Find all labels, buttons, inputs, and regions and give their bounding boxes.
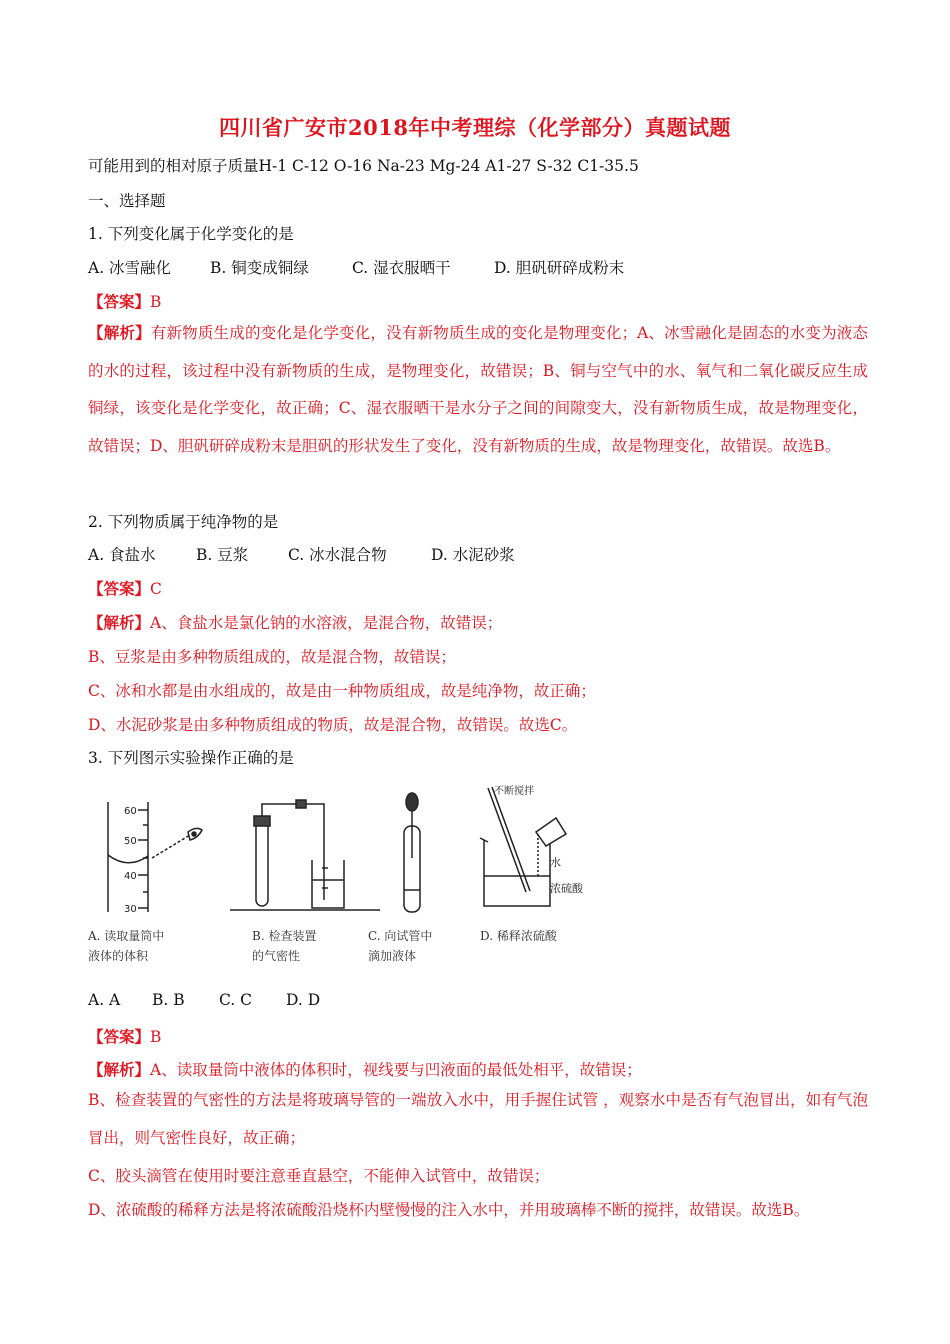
label-acid: 浓硫酸 xyxy=(550,882,583,895)
answer-value: B xyxy=(150,1028,162,1046)
caption-b: B. 检查装置 的气密性 xyxy=(252,929,317,963)
question-2-analysis-line-3: C、冰和水都是由水组成的，故是由一种物质组成，故是纯净物，故正确； xyxy=(88,682,596,700)
question-3-analysis-line-4: D、浓硫酸的稀释方法是将浓硫酸沿烧杯内壁慢慢的注入水中，并用玻璃棒不断的搅拌，故错误。故选B。 xyxy=(88,1201,810,1219)
atomic-masses: 可能用到的相对原子质量H-1 C-12 O-16 Na-23 Mg-24 A1-27 S-32 C1-35.5 xyxy=(88,157,639,175)
question-2-answer xyxy=(88,577,878,599)
airtightness-apparatus xyxy=(230,800,380,910)
lab-operations-figure xyxy=(80,780,600,970)
question-3-options xyxy=(88,991,878,1009)
graduated-cylinder xyxy=(108,802,202,912)
dropper-apparatus xyxy=(404,793,420,912)
tick-label-40: 40 xyxy=(124,871,137,882)
caption-c: C. 向试管中 滴加液体 xyxy=(368,929,433,963)
option-c: C. 冰水混合物 xyxy=(288,546,387,564)
analysis-label: 【解析】 xyxy=(88,1060,151,1079)
page-title: 四川省广安市2018年中考理综（化学部分）真题试题 xyxy=(219,115,731,140)
question-2-analysis-line-4: D、水泥砂浆是由多种物质组成的物质，故是混合物，故错误。故选C。 xyxy=(88,716,578,734)
option-b: B. B xyxy=(152,991,185,1009)
tick-label-60: 60 xyxy=(124,806,137,817)
question-3-stem: 3. 下列图示实验操作正确的是 xyxy=(88,749,294,767)
question-1-answer xyxy=(88,290,878,312)
question-2-analysis-line-2: B、豆浆是由多种物质组成的，故是混合物，故错误； xyxy=(88,648,456,666)
tick-label-50: 50 xyxy=(124,836,137,847)
option-a: A. 食盐水 xyxy=(88,546,156,564)
answer-value: C xyxy=(150,580,162,598)
caption-d: D. 稀释浓硫酸 xyxy=(480,929,557,943)
option-b: B. 铜变成铜绿 xyxy=(210,259,309,277)
question-1-stem: 1. 下列变化属于化学变化的是 xyxy=(88,225,294,243)
question-3-answer xyxy=(88,1025,878,1047)
answer-label: 【答案】 xyxy=(88,579,151,598)
analysis-text: A、读取量筒中液体的体积时，视线要与凹液面的最低处相平，故错误； xyxy=(150,1061,642,1079)
answer-value: B xyxy=(150,293,162,311)
option-a: A. 冰雪融化 xyxy=(88,259,172,277)
question-3-analysis-line-3: C、胶头滴管在使用时要注意垂直悬空，不能伸入试管中，故错误； xyxy=(88,1167,550,1185)
caption-a: A. 读取量筒中 液体的体积 xyxy=(88,929,165,963)
question-1-options xyxy=(88,256,878,278)
option-d: D. D xyxy=(286,991,321,1009)
question-2-stem: 2. 下列物质属于纯净物的是 xyxy=(88,513,279,531)
option-b: B. 豆浆 xyxy=(196,546,249,564)
label-stir: 不断搅拌 xyxy=(494,786,534,797)
question-3-analysis-line-2: B、检查装置的气密性的方法是将玻璃导管的一端放入水中，用手握住试管 ，观察水中是否有气泡冒出，如有气泡冒出，则气密性良好，故正确； xyxy=(88,1091,868,1147)
analysis-label: 【解析】 xyxy=(88,613,151,632)
tick-label-30: 30 xyxy=(124,904,137,915)
question-3-analysis-line-1 xyxy=(88,1058,878,1080)
section-heading: 一、选择题 xyxy=(88,192,166,210)
question-2-options xyxy=(88,543,878,565)
question-2-analysis-line-1 xyxy=(88,611,878,633)
label-water: 水 xyxy=(550,856,561,869)
option-c: C. C xyxy=(219,991,253,1009)
answer-label: 【答案】 xyxy=(88,1027,151,1046)
answer-label: 【答案】 xyxy=(88,292,151,311)
option-d: D. 水泥砂浆 xyxy=(431,546,515,564)
option-c: C. 湿衣服晒干 xyxy=(352,259,451,277)
analysis-text: 有新物质生成的变化是化学变化，没有新物质生成的变化是物理变化；A、冰雪融化是固态的水变为液态的水的过程，该过程中没有新物质的生成，是物理变化，故错误；B、铜与空气中的水、氧气和二氧化碳反应生成铜绿，该变化是化学变化，故正确；C、湿衣服晒干是水分子之间的间隙变大，没有新物质生成，故是物理变化，故错误；D、胆矾研碎成粉末是胆矾的形状发生了变化，没有新物质的生成，故是物理变化，故错误。故选B。 xyxy=(88,324,868,455)
analysis-label: 【解析】 xyxy=(88,323,151,342)
option-d: D. 胆矾研碎成粉末 xyxy=(494,259,625,277)
option-a: A. A xyxy=(88,991,121,1009)
analysis-text: A、食盐水是氯化钠的水溶液，是混合物，故错误； xyxy=(150,614,503,632)
question-1-analysis xyxy=(88,314,868,465)
